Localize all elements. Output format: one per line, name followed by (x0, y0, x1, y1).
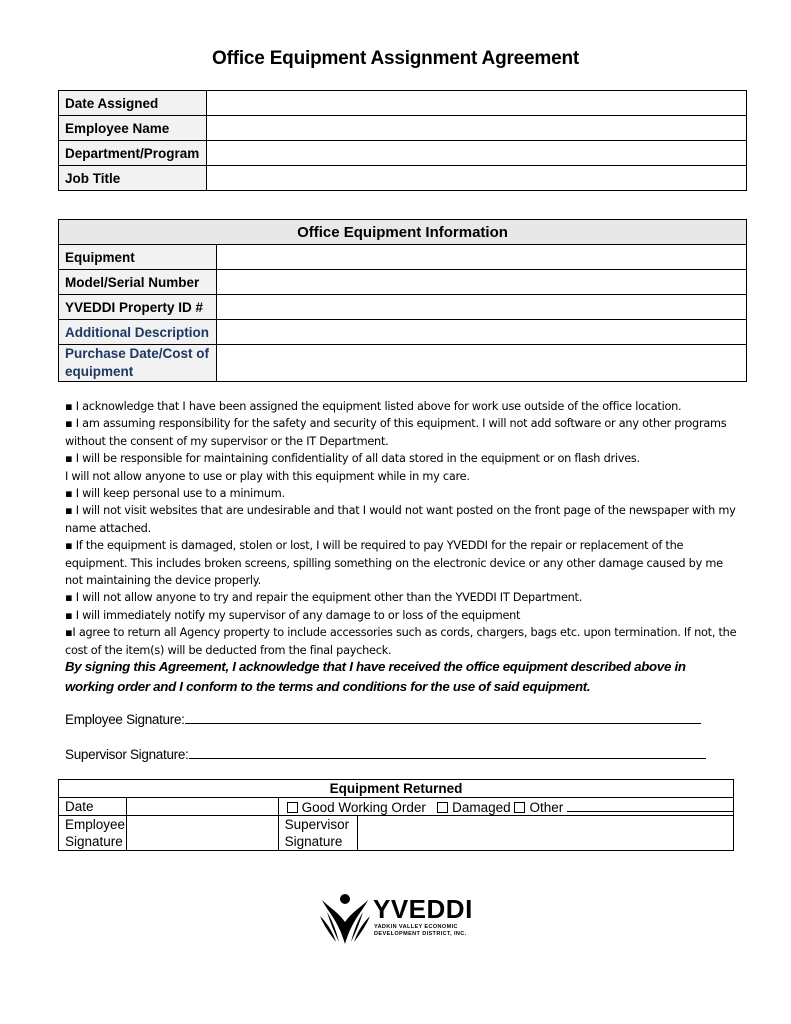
supervisor-signature-label: Supervisor Signature: (65, 747, 189, 762)
employee-name-field[interactable] (207, 116, 747, 141)
damaged-checkbox[interactable] (437, 802, 448, 813)
term-item: ▪ I will not visit websites that are undesirable and that I would not want posted on the front page of the newspaper with my name attached. (65, 504, 736, 535)
employee-return-signature-label-line2: Signature (65, 834, 123, 849)
purchase-date-cost-label: Purchase Date/Cost of equipment (59, 345, 217, 382)
term-item: ▪ I acknowledge that I have been assigned the equipment listed above for work use outside of the office location. (65, 400, 682, 413)
equipment-returned-heading: Equipment Returned (59, 780, 734, 798)
supervisor-signature-line[interactable] (189, 746, 706, 759)
logo-subtitle (374, 924, 467, 938)
employee-return-signature-field[interactable] (127, 816, 278, 851)
employee-signature-line[interactable] (185, 711, 701, 724)
date-assigned-field[interactable] (207, 91, 747, 116)
serial-number-label: Model/Serial Number (59, 270, 217, 295)
acknowledgement-text: By signing this Agreement, I acknowledge that I have received the office equipment described above in working order and I conform to the terms and conditions for the use of said equipment. (65, 659, 686, 694)
other-label: Other (529, 799, 564, 815)
property-id-label: YVEDDI Property ID # (59, 295, 217, 320)
term-item: ▪I agree to return all Agency property to include accessories such as cords, chargers, bags etc. upon termination. If not, the cost of the item(s) will be deducted from the final paycheck. (65, 626, 737, 657)
logo-name: YVEDDI (373, 894, 473, 924)
good-working-order-label: Good Working Order (301, 799, 426, 815)
equipment-returned-table (58, 779, 734, 851)
department-label: Department/Program (59, 141, 207, 166)
job-title-field[interactable] (207, 166, 747, 191)
employee-signature-row (65, 711, 701, 727)
equipment-info-table (58, 219, 747, 382)
term-item: ▪ If the equipment is damaged, stolen or lost, I will be required to pay YVEDDI for the repair or replacement of the equipment. This includes broken screens, spilling something on the electronic device or any other damage caused by me not maintaining the device properly. (65, 539, 723, 588)
term-item: I will not allow anyone to use or play with this equipment while in my care. (65, 469, 470, 483)
people-figures-icon (318, 890, 372, 946)
date-assigned-label: Date Assigned (59, 91, 207, 116)
supervisor-return-signature-label-line2: Signature (284, 834, 343, 849)
supervisor-return-signature-label-line1: Supervisor (284, 817, 350, 832)
employee-signature-label: Employee Signature: (65, 712, 185, 727)
property-id-field[interactable] (217, 295, 747, 320)
yveddi-logo (318, 890, 473, 948)
damaged-label: Damaged (452, 799, 511, 815)
logo-subtitle-line1: YADKIN VALLEY ECONOMIC (374, 924, 458, 930)
equipment-field[interactable] (217, 245, 747, 270)
other-checkbox[interactable] (514, 802, 525, 813)
term-item: ▪ I will not allow anyone to try and repair the equipment other than the YVEDDI IT Department. (65, 591, 583, 605)
return-date-field[interactable] (127, 798, 278, 816)
supervisor-return-signature-label (278, 816, 357, 851)
additional-description-field[interactable] (217, 320, 747, 345)
employee-return-signature-label-line1: Employee (65, 817, 126, 832)
equipment-info-heading: Office Equipment Information (59, 220, 747, 245)
good-working-order-checkbox[interactable] (287, 802, 298, 813)
other-text-line[interactable] (567, 799, 733, 812)
department-field[interactable] (207, 141, 747, 166)
return-condition-options (278, 798, 733, 816)
employee-info-table (58, 90, 747, 191)
additional-description-label: Additional Description (59, 320, 217, 345)
supervisor-return-signature-field[interactable] (357, 816, 733, 851)
page-title: Office Equipment Assignment Agreement (211, 48, 580, 69)
terms-list (65, 398, 737, 659)
serial-number-field[interactable] (217, 270, 747, 295)
return-date-label: Date (59, 798, 127, 816)
equipment-label: Equipment (59, 245, 217, 270)
term-item: ▪ I am assuming responsibility for the safety and security of this equipment. I will not add software or any other programs without the consent of my supervisor or the IT Department. (65, 417, 727, 448)
employee-name-label: Employee Name (59, 116, 207, 141)
supervisor-signature-row (65, 746, 706, 762)
term-item: ▪ I will keep personal use to a minimum. (65, 487, 285, 501)
purchase-date-cost-field[interactable] (217, 345, 747, 382)
term-item: ▪ I will immediately notify my supervisor of any damage to or loss of the equipment (65, 608, 521, 622)
employee-return-signature-label (59, 816, 127, 851)
term-item: ▪ I will be responsible for maintaining confidentiality of all data stored in the equipment or on flash drives. (65, 452, 640, 466)
logo-subtitle-line2: DEVELOPMENT DISTRICT, INC. (374, 931, 467, 937)
job-title-label: Job Title (59, 166, 207, 191)
